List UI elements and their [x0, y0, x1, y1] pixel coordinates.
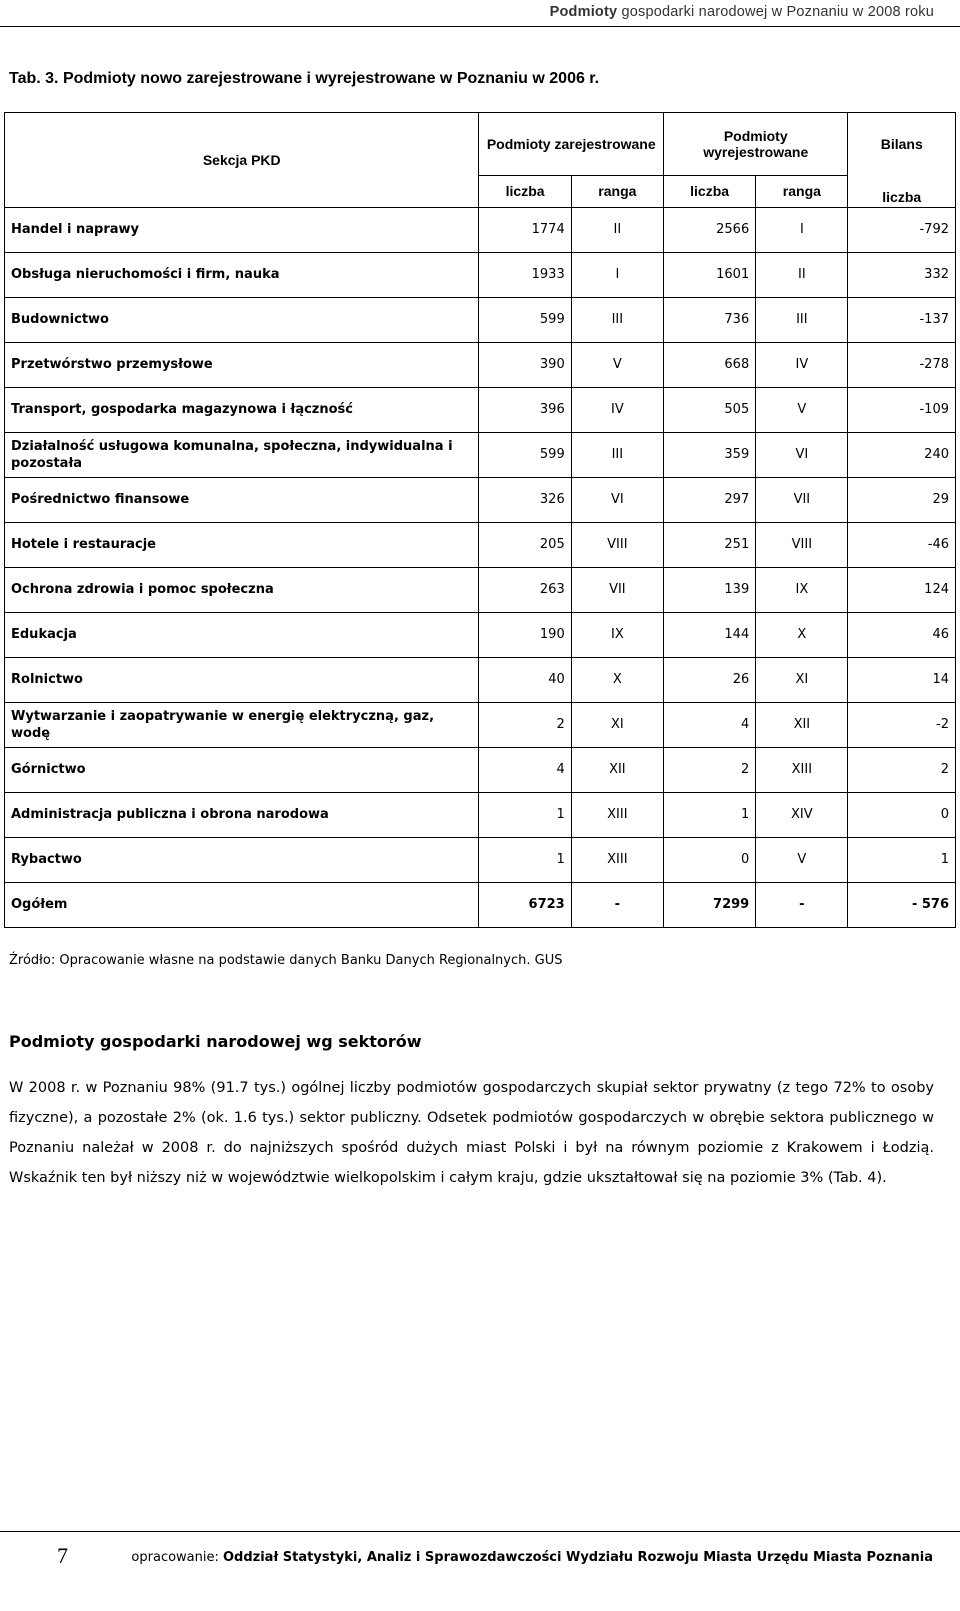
- zarej-liczba: 263: [479, 567, 571, 612]
- bilans-liczba: -792: [848, 207, 956, 252]
- subheader-liczba: liczba: [663, 176, 755, 208]
- row-name: Górnictwo: [5, 747, 479, 792]
- wyrej-liczba: 1601: [663, 252, 755, 297]
- zarej-liczba: 599: [479, 432, 571, 477]
- wyrej-liczba: 4: [663, 702, 755, 747]
- zarej-ranga: III: [571, 297, 663, 342]
- bilans-liczba: 240: [848, 432, 956, 477]
- row-name: Handel i naprawy: [5, 207, 479, 252]
- bilans-liczba: - 576: [848, 882, 956, 927]
- wyrej-liczba: 2566: [663, 207, 755, 252]
- wyrej-liczba: 144: [663, 612, 755, 657]
- row-name: Działalność usługowa komunalna, społeczna, indywidualna i pozostała: [5, 432, 479, 477]
- zarej-liczba: 4: [479, 747, 571, 792]
- subheader-bilans-liczba: liczba: [848, 176, 956, 208]
- footer-prefix: opracowanie:: [131, 1550, 223, 1565]
- table-row: [5, 207, 956, 252]
- wyrej-ranga: VIII: [756, 522, 848, 567]
- wyrej-ranga: XIV: [756, 792, 848, 837]
- zarej-liczba: 599: [479, 297, 571, 342]
- wyrej-ranga: IX: [756, 567, 848, 612]
- wyrej-ranga: V: [756, 837, 848, 882]
- wyrej-liczba: 1: [663, 792, 755, 837]
- row-name: Rybactwo: [5, 837, 479, 882]
- wyrej-ranga: XII: [756, 702, 848, 747]
- table-caption: Tab. 3. Podmioty nowo zarejestrowane i wyrejestrowane w Poznaniu w 2006 r.: [9, 70, 600, 87]
- footer-rule: [0, 1531, 960, 1532]
- row-name: Pośrednictwo finansowe: [5, 477, 479, 522]
- subheader-ranga: ranga: [756, 176, 848, 208]
- row-name: Edukacja: [5, 612, 479, 657]
- footer-org: Oddział Statystyki, Analiz i Sprawozdawczości Wydziału Rozwoju Miasta Urzędu Miasta Poznania: [223, 1550, 933, 1565]
- zarej-liczba: 2: [479, 702, 571, 747]
- row-name: Wytwarzanie i zaopatrywanie w energię elektryczną, gaz, wodę: [5, 702, 479, 747]
- running-header-bold: Podmioty: [549, 4, 618, 20]
- bilans-liczba: -278: [848, 342, 956, 387]
- running-header: [550, 4, 934, 20]
- wyrej-ranga: II: [756, 252, 848, 297]
- row-name: Obsługa nieruchomości i firm, nauka: [5, 252, 479, 297]
- subheader-ranga: ranga: [571, 176, 663, 208]
- zarej-liczba: 1: [479, 837, 571, 882]
- table-row: [5, 837, 956, 882]
- zarej-ranga: XIII: [571, 837, 663, 882]
- zarej-liczba: 205: [479, 522, 571, 567]
- bilans-liczba: 332: [848, 252, 956, 297]
- row-name: Administracja publiczna i obrona narodowa: [5, 792, 479, 837]
- zarej-ranga: XI: [571, 702, 663, 747]
- table-row: [5, 747, 956, 792]
- wyrej-ranga: VII: [756, 477, 848, 522]
- bilans-liczba: 14: [848, 657, 956, 702]
- table-row: [5, 522, 956, 567]
- table-row: [5, 432, 956, 477]
- bilans-liczba: 1: [848, 837, 956, 882]
- wyrej-liczba: 26: [663, 657, 755, 702]
- wyrej-ranga: -: [756, 882, 848, 927]
- bilans-liczba: 29: [848, 477, 956, 522]
- wyrej-liczba: 0: [663, 837, 755, 882]
- zarej-liczba: 1: [479, 792, 571, 837]
- zarej-ranga: -: [571, 882, 663, 927]
- table-row: [5, 387, 956, 432]
- bilans-liczba: 0: [848, 792, 956, 837]
- row-name: Ogółem: [5, 882, 479, 927]
- bilans-liczba: -137: [848, 297, 956, 342]
- zarej-liczba: 326: [479, 477, 571, 522]
- header-wyrejestrowane: Podmioty wyrejestrowane: [663, 113, 848, 176]
- zarej-ranga: VIII: [571, 522, 663, 567]
- running-header-rest: gospodarki narodowej w Poznaniu w 2008 roku: [617, 4, 934, 20]
- row-name: Budownictwo: [5, 297, 479, 342]
- zarej-ranga: I: [571, 252, 663, 297]
- zarej-ranga: VII: [571, 567, 663, 612]
- zarej-ranga: X: [571, 657, 663, 702]
- footer-credit: [131, 1550, 933, 1565]
- row-name: Ochrona zdrowia i pomoc społeczna: [5, 567, 479, 612]
- bilans-liczba: 2: [848, 747, 956, 792]
- body-paragraph: W 2008 r. w Poznaniu 98% (91.7 tys.) ogólnej liczby podmiotów gospodarczych skupiał sektor prywatny (z tego 72% to osoby fizyczne), a pozostałe 2% (ok. 1.6 tys.) sektor publiczny. Odsetek podmiotów gospodarczych w obrębie sektora publicznego w Poznaniu należał w 2008 r. do najniższych spośród dużych miast Polski i był na równym poziomie z Krakowem i Łodzią. Wskaźnik ten był niższy niż w województwie wielkopolskim i całym kraju, gdzie ukształtował się na poziomie 3% (Tab. 4).: [9, 1080, 934, 1186]
- wyrej-ranga: VI: [756, 432, 848, 477]
- wyrej-ranga: V: [756, 387, 848, 432]
- wyrej-ranga: XI: [756, 657, 848, 702]
- wyrej-liczba: 505: [663, 387, 755, 432]
- table-row: [5, 612, 956, 657]
- wyrej-ranga: IV: [756, 342, 848, 387]
- bilans-liczba: -46: [848, 522, 956, 567]
- header-rule: [0, 26, 960, 27]
- pkd-table: [4, 112, 956, 928]
- zarej-liczba: 1933: [479, 252, 571, 297]
- bilans-liczba: 46: [848, 612, 956, 657]
- wyrej-liczba: 251: [663, 522, 755, 567]
- zarej-liczba: 6723: [479, 882, 571, 927]
- wyrej-ranga: III: [756, 297, 848, 342]
- wyrej-liczba: 359: [663, 432, 755, 477]
- zarej-ranga: IV: [571, 387, 663, 432]
- table-row: [5, 882, 956, 927]
- wyrej-liczba: 7299: [663, 882, 755, 927]
- bilans-liczba: 124: [848, 567, 956, 612]
- table-row: [5, 792, 956, 837]
- zarej-ranga: XIII: [571, 792, 663, 837]
- zarej-liczba: 40: [479, 657, 571, 702]
- wyrej-liczba: 736: [663, 297, 755, 342]
- wyrej-liczba: 297: [663, 477, 755, 522]
- zarej-liczba: 190: [479, 612, 571, 657]
- table-row: [5, 477, 956, 522]
- wyrej-ranga: X: [756, 612, 848, 657]
- wyrej-liczba: 139: [663, 567, 755, 612]
- zarej-ranga: II: [571, 207, 663, 252]
- page-number: 7: [57, 1543, 68, 1568]
- zarej-ranga: III: [571, 432, 663, 477]
- table-row: [5, 567, 956, 612]
- table-row: [5, 342, 956, 387]
- wyrej-ranga: I: [756, 207, 848, 252]
- wyrej-liczba: 668: [663, 342, 755, 387]
- header-zarejestrowane: Podmioty zarejestrowane: [479, 113, 664, 176]
- table-row: [5, 657, 956, 702]
- zarej-liczba: 390: [479, 342, 571, 387]
- zarej-liczba: 396: [479, 387, 571, 432]
- table-body: [5, 207, 956, 927]
- header-sekcja: Sekcja PKD: [5, 113, 479, 208]
- subheader-liczba: liczba: [479, 176, 571, 208]
- table-row: [5, 297, 956, 342]
- section-title: Podmioty gospodarki narodowej wg sektorów: [9, 1032, 422, 1051]
- row-name: Przetwórstwo przemysłowe: [5, 342, 479, 387]
- zarej-ranga: V: [571, 342, 663, 387]
- zarej-ranga: VI: [571, 477, 663, 522]
- bilans-liczba: -109: [848, 387, 956, 432]
- row-name: Rolnictwo: [5, 657, 479, 702]
- table-row: [5, 252, 956, 297]
- zarej-ranga: IX: [571, 612, 663, 657]
- table-row: [5, 702, 956, 747]
- header-bilans: Bilans: [848, 113, 956, 176]
- row-name: Hotele i restauracje: [5, 522, 479, 567]
- source-note: Źródło: Opracowanie własne na podstawie danych Banku Danych Regionalnych. GUS: [9, 953, 563, 968]
- row-name: Transport, gospodarka magazynowa i łączność: [5, 387, 479, 432]
- zarej-liczba: 1774: [479, 207, 571, 252]
- wyrej-ranga: XIII: [756, 747, 848, 792]
- wyrej-liczba: 2: [663, 747, 755, 792]
- bilans-liczba: -2: [848, 702, 956, 747]
- zarej-ranga: XII: [571, 747, 663, 792]
